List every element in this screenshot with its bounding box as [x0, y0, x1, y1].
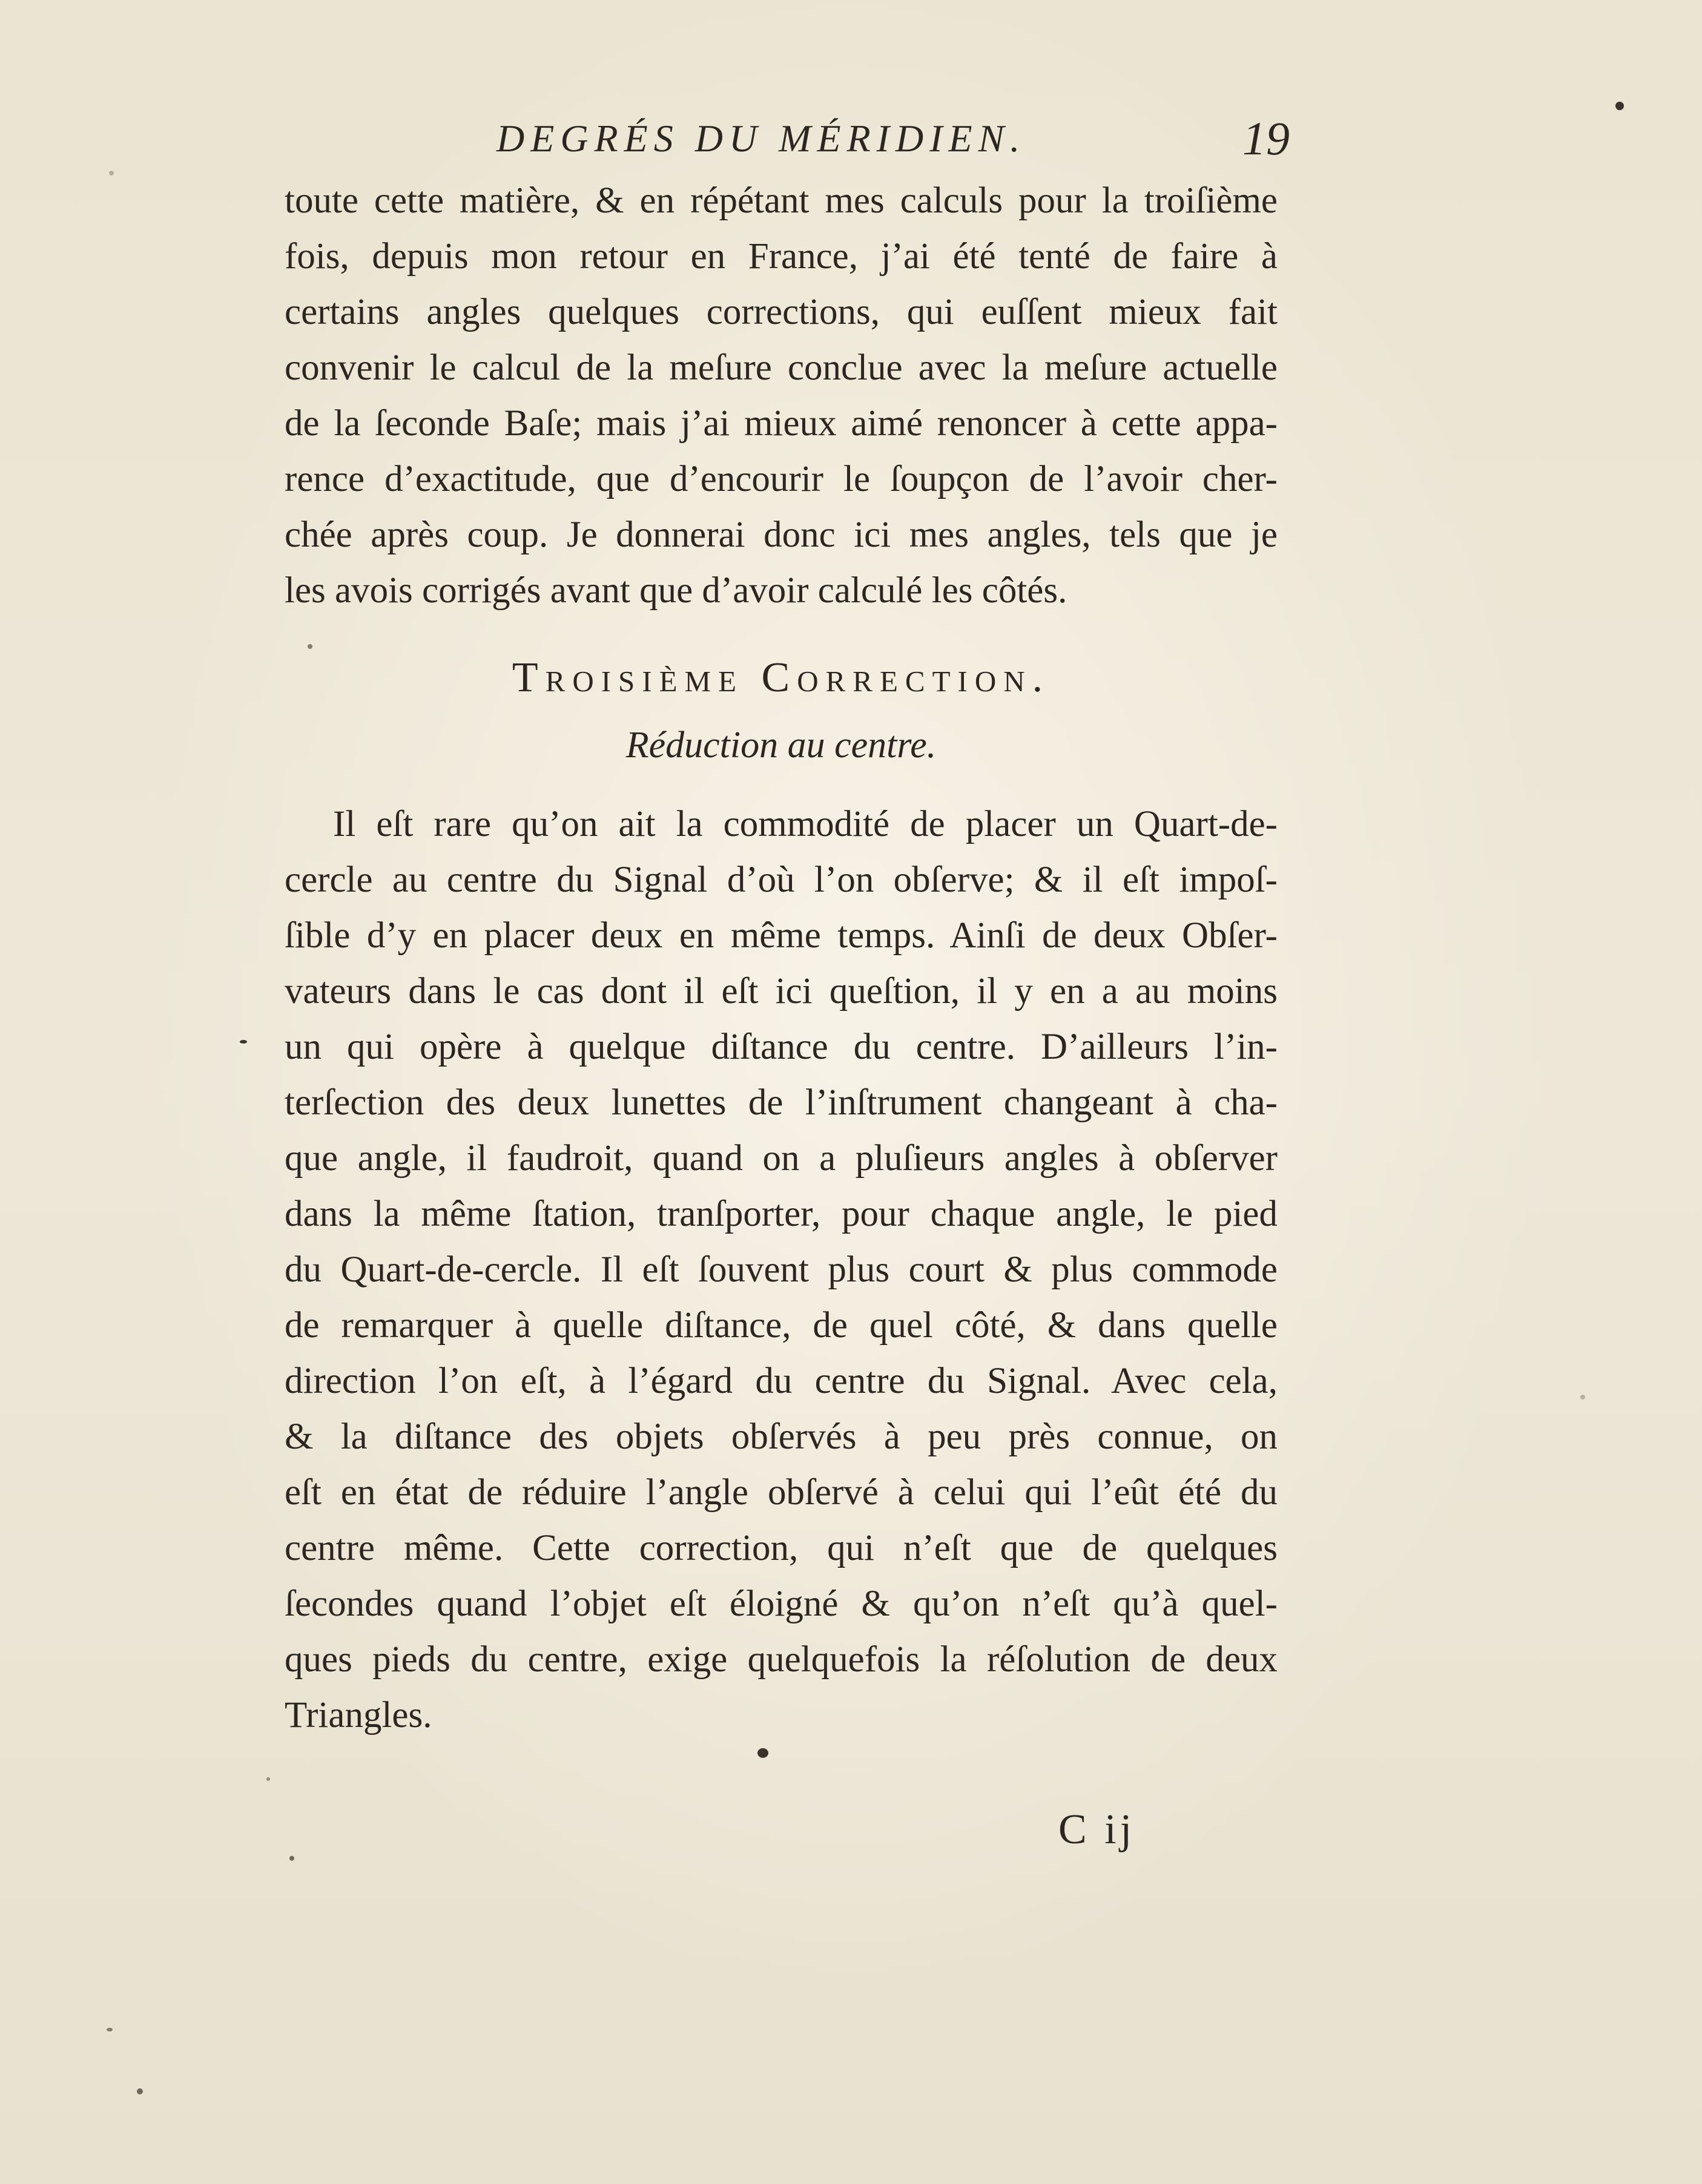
text-line: toute cette matière, & en répétant mes calculs pour la troiſième	[285, 180, 1278, 221]
paper-speck	[240, 1040, 247, 1044]
running-head	[285, 108, 1290, 174]
text-line: dans la même ſtation, tranſporter, pour chaque angle, le pied	[285, 1194, 1278, 1234]
text-line: cercle au centre du Signal d’où l’on obſerve; & il eſt impoſ-	[285, 860, 1278, 900]
paper-speck	[107, 2028, 113, 2031]
paper-speck	[266, 1777, 270, 1781]
text-line: fois, depuis mon retour en France, j’ai été tenté de faire à	[285, 236, 1278, 277]
text-line: ques pieds du centre, exige quelquefois la réſolution de deux	[285, 1639, 1278, 1680]
text-line: Triangles.	[285, 1695, 432, 1735]
text-line: rence d’exactitude, que d’encourir le ſoupçon de l’avoir cher-	[285, 459, 1278, 499]
text-line: convenir le calcul de la meſure conclue avec la meſure actuelle	[285, 347, 1278, 388]
paper-speck	[137, 2088, 143, 2094]
text-line: certains angles quelques corrections, qui euſſent mieux fait	[285, 292, 1278, 332]
paper-speck	[109, 171, 114, 176]
page-number: 19	[1242, 112, 1290, 165]
paper-speck	[289, 1856, 294, 1861]
text-line: centre même. Cette correction, qui n’eſt que de quelques	[285, 1528, 1278, 1568]
text-line: les avois corrigés avant que d’avoir calculé les côtés.	[285, 570, 1067, 611]
text-line: & la diſtance des objets obſervés à peu près connue, on	[285, 1416, 1278, 1457]
text-line: un qui opère à quelque diſtance du centre. D’ailleurs l’in-	[285, 1027, 1278, 1067]
paper-speck	[308, 644, 312, 649]
section-heading: Troisième Correction.	[512, 654, 1051, 701]
paper-speck	[1615, 102, 1624, 110]
running-title: DEGRÉS DU MÉRIDIEN.	[496, 117, 1026, 160]
paper-speck	[757, 1748, 768, 1758]
text-line: Il eſt rare qu’on ait la commodité de placer un Quart-de-	[333, 804, 1278, 844]
text-line: eſt en état de réduire l’angle obſervé à celui qui l’eût été du	[285, 1472, 1278, 1513]
text-line: ſible d’y en placer deux en même temps. Ainſi de deux Obſer-	[285, 915, 1278, 956]
text-line: vateurs dans le cas dont il eſt ici queſtion, il y en a au moins	[285, 971, 1278, 1011]
text-line: direction l’on eſt, à l’égard du centre du Signal. Avec cela,	[285, 1361, 1278, 1401]
signature-mark: C ij	[1058, 1806, 1136, 1853]
text-line: de la ſeconde Baſe; mais j’ai mieux aimé renoncer à cette appa-	[285, 403, 1278, 444]
text-line: terſection des deux lunettes de l’inſtrument changeant à cha-	[285, 1082, 1278, 1123]
paper-speck	[1580, 1395, 1585, 1400]
text-line: du Quart-de-cercle. Il eſt ſouvent plus court & plus commode	[285, 1249, 1278, 1290]
section-subheading: Réduction au centre.	[625, 725, 937, 766]
text-line: chée après coup. Je donnerai donc ici mes angles, tels que je	[285, 515, 1278, 555]
text-line: de remarquer à quelle diſtance, de quel côté, & dans quelle	[285, 1305, 1278, 1346]
text-line: ſecondes quand l’objet eſt éloigné & qu’on n’eſt qu’à quel-	[285, 1584, 1278, 1624]
text-line: que angle, il faudroit, quand on a pluſieurs angles à obſerver	[285, 1138, 1278, 1179]
